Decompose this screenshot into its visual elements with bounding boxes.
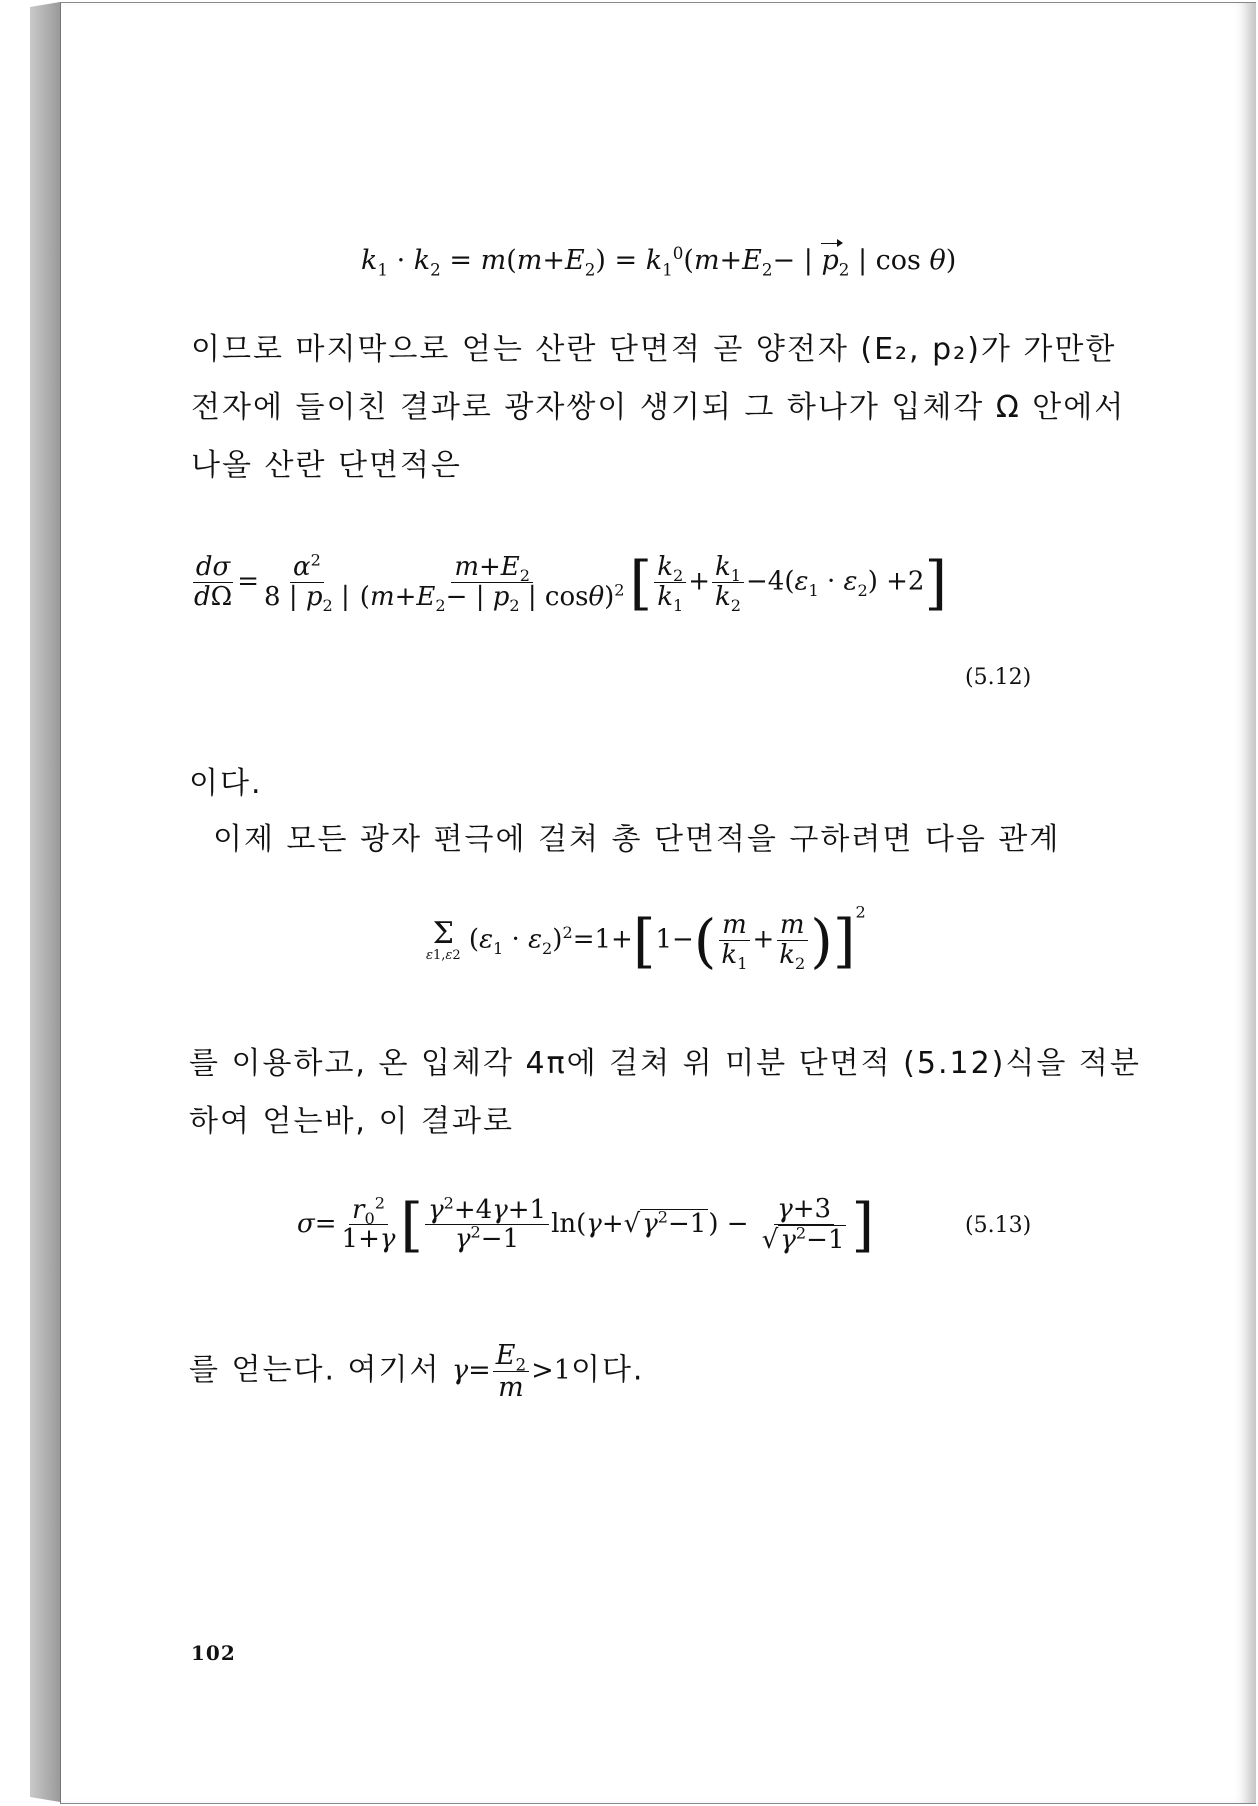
- equation-5-13: σ= $\frac{r_0^2}{1+\gamma}$ [ $\frac{\gamma^2+4\gamma+1}{\gamma^2-1}$ $\ln(\gamma+√\gamma^2-1)$ − $\frac{\gamma+3}{√\gamma^2-1}$ ]: [297, 1191, 875, 1260]
- book-page: [60, 2, 1256, 1804]
- paragraph-line: 전자에 들이친 결과로 광자쌍이 생기되 그 하나가 입체각 Ω 안에서: [191, 390, 1126, 425]
- paragraph-line: 이제 모든 광자 편극에 걸쳐 총 단면적을 구하려면 다음 관계: [213, 822, 1061, 857]
- paragraph-line: 이다.: [189, 766, 263, 801]
- paragraph-line: 를 이용하고, 온 입체각 4π에 걸쳐 위 미분 단면적 (5.12)식을 적분: [189, 1046, 1141, 1081]
- paragraph-line: 이므로 마지막으로 얻는 산란 단면적 곧 양전자 (E₂, p₂)가 가만한: [191, 332, 1117, 367]
- gamma-definition: γ= $\frac{E_2}{m}$ >1: [452, 1340, 571, 1403]
- equation-number: (5.12): [965, 665, 1032, 690]
- equation-number: (5.13): [965, 1213, 1032, 1238]
- book-spine-edge: [30, 2, 60, 1802]
- page-number: 102: [191, 1641, 236, 1665]
- paragraph-line: 나올 산란 단면적은: [191, 448, 462, 483]
- equation-5-12: $\frac{d\sigma}{d\Omega}$ = $\frac{\alpha^2}{8 | p_2 |}$ $\frac{m+E_2}{(m+E_2- | p_2 | \cos\theta)^2}$ [ $\frac{k_2}{k_1}$ + $\frac{k_1}{k_2}$ $-4(\varepsilon_1 \cdot \varepsilon_2) +2$]: [194, 548, 948, 617]
- paragraph-line: [189, 1341, 644, 1403]
- paragraph-text: 를 얻는다. 여기서: [189, 1352, 441, 1388]
- equation-kinematics: $k_1 \cdot k_2 = m(m+E_2) = k_1^0(m+E_2-$ | $p_2$ | cos θ): [361, 243, 957, 280]
- paragraph-line: 하여 얻는바, 이 결과로: [189, 1104, 514, 1139]
- paragraph-text: 이다.: [570, 1352, 645, 1388]
- equation-polarization-sum: Σ ε1,ε2 $(\varepsilon_1 \cdot \varepsilon_2)^2=1+[1-$( $\frac{m}{k_1}$ + $\frac{m}{k_2}$ )]$^2$: [426, 902, 866, 975]
